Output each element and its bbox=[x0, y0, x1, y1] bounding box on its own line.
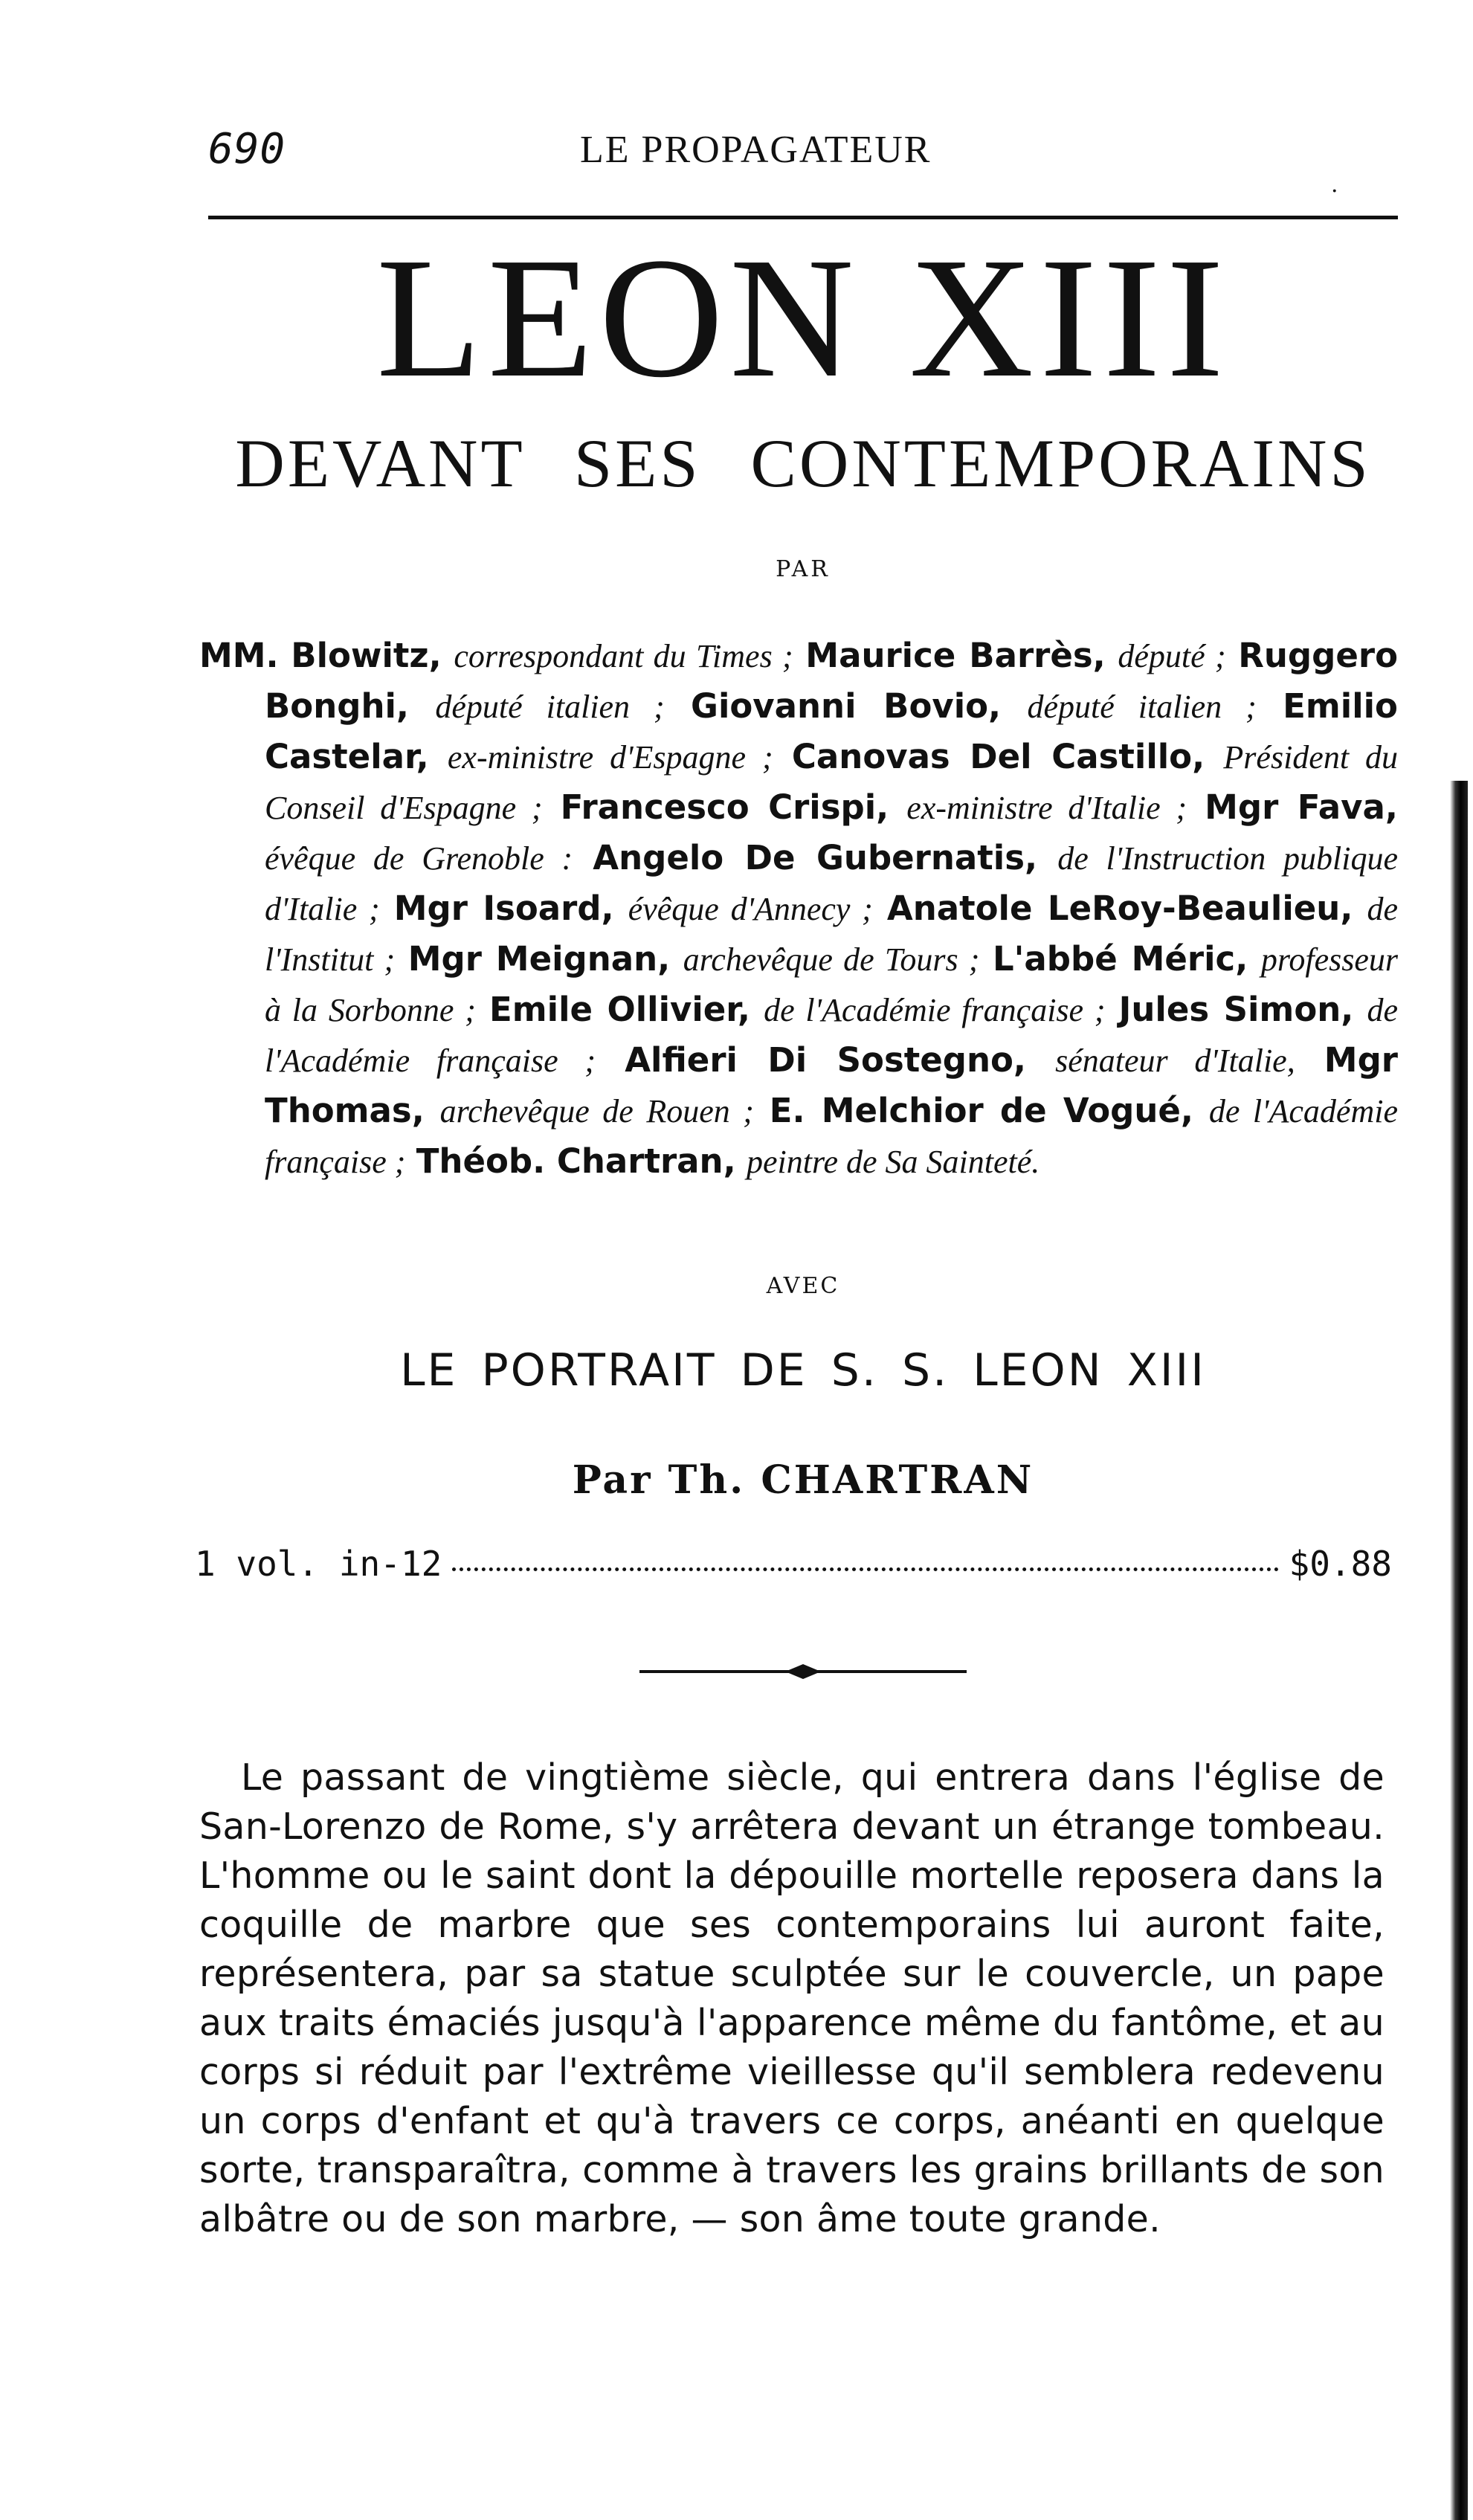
author-role: archevêque de Rouen ; bbox=[439, 1093, 754, 1130]
author-role: évêque de Grenoble : bbox=[265, 840, 573, 877]
author-name: Mgr Isoard, bbox=[393, 889, 614, 928]
author-name: Canovas Del Castillo, bbox=[791, 737, 1205, 776]
author-list bbox=[199, 631, 1398, 1187]
listing-row bbox=[195, 1544, 1392, 1584]
page-edge-shadow bbox=[1450, 781, 1468, 2520]
article-body bbox=[199, 1753, 1385, 2244]
author-paragraph bbox=[199, 631, 1398, 1187]
author-role: de l'Institut ; bbox=[265, 891, 1399, 978]
author-role: ex-ministre d'Italie ; bbox=[906, 790, 1187, 826]
author-name: Ruggero Bonghi, bbox=[265, 636, 1398, 726]
avec-label: AVEC bbox=[766, 1273, 840, 1299]
author-role: de l'Instruction publique d'Italie ; bbox=[265, 840, 1398, 927]
dot-leader bbox=[452, 1567, 1278, 1571]
author-role: archevêque de Tours ; bbox=[683, 941, 980, 978]
author-role: Président du Conseil d'Espagne ; bbox=[265, 739, 1398, 826]
author-role: évêque d'Annecy ; bbox=[628, 891, 873, 927]
body-paragraph: Le passant de vingtième siècle, qui entrera dans l'église de San-Lorenzo de Rome, s'y arrêtera devant un étrange tombeau. L'homme ou le saint dont la dépouille mortelle reposera dans la coquille de marbre que ses contemporains lui auront faite, représentera, par sa statue sculptée sur le couvercle, un pape aux traits émaciés jusqu'à l'apparence même du fantôme, et au corps si réduit par l'extrême vieillesse qu'il semblera redevenu un corps d'enfant et qu'à travers ce corps, anéanti en quelque sorte, transparaîtra, comme à travers les grains brillants de son albâtre ou de son marbre, — son âme toute grande. bbox=[199, 1756, 1385, 2240]
author-name: Jules Simon, bbox=[1118, 990, 1354, 1029]
running-title: LE PROPAGATEUR bbox=[580, 129, 932, 171]
author-role: sénateur d'Italie, bbox=[1055, 1043, 1295, 1079]
page-number: 690 bbox=[208, 125, 286, 173]
author-role: député ; bbox=[1118, 638, 1226, 674]
author-role: de l'Académie française ; bbox=[764, 992, 1106, 1028]
book-title: LEON XIII bbox=[376, 222, 1230, 413]
author-name: Giovanni Bovio, bbox=[691, 686, 1002, 726]
portrait-line: LE PORTRAIT DE S. S. LEON XIII bbox=[400, 1344, 1206, 1396]
author-entries bbox=[265, 636, 1398, 1181]
author-role: député italien ; bbox=[435, 689, 665, 725]
par-label: PAR bbox=[776, 556, 831, 582]
author-name: Emile Ollivier, bbox=[489, 990, 750, 1029]
author-role: député italien ; bbox=[1027, 689, 1257, 725]
author-name: Mgr Meignan, bbox=[407, 939, 671, 979]
author-name: L'abbé Méric, bbox=[992, 939, 1248, 979]
author-role: ex-ministre d'Espagne ; bbox=[447, 739, 773, 776]
author-role: de l'Académie française ; bbox=[265, 992, 1399, 1079]
header-rule bbox=[208, 216, 1398, 219]
byline: Par Th. CHARTRAN bbox=[572, 1457, 1034, 1503]
author-role: professeur à la Sorbonne ; bbox=[265, 941, 1399, 1028]
author-role: de l'Académie française ; bbox=[265, 1093, 1398, 1180]
author-name: Alfieri Di Sostegno, bbox=[625, 1040, 1027, 1080]
listing-format: 1 vol. in-12 bbox=[195, 1544, 442, 1584]
listing-price: $0.88 bbox=[1289, 1544, 1392, 1584]
author-name: Maurice Barrès, bbox=[805, 636, 1106, 675]
author-name: E. Melchior de Vogué, bbox=[769, 1091, 1193, 1130]
authors-lead: MM. bbox=[199, 636, 279, 675]
author-name: Angelo De Gubernatis, bbox=[593, 838, 1038, 877]
print-speck: · bbox=[1331, 178, 1338, 204]
author-name: Théob. Chartran, bbox=[416, 1141, 736, 1181]
author-name: Mgr Thomas, bbox=[265, 1040, 1398, 1130]
ornament-divider bbox=[639, 1657, 967, 1686]
book-subtitle: DEVANT SES CONTEMPORAINS bbox=[235, 425, 1371, 501]
author-name: Francesco Crispi, bbox=[560, 787, 889, 827]
ornament-diamond-icon bbox=[785, 1664, 821, 1679]
author-name: Emilio Castelar, bbox=[265, 686, 1398, 776]
author-name: Anatole LeRoy-Beaulieu, bbox=[886, 889, 1353, 928]
author-name: Blowitz, bbox=[291, 636, 442, 675]
author-name: Mgr Fava, bbox=[1205, 787, 1398, 827]
author-role: peintre de Sa Sainteté. bbox=[747, 1144, 1040, 1180]
author-role: correspondant du Times ; bbox=[454, 638, 793, 674]
